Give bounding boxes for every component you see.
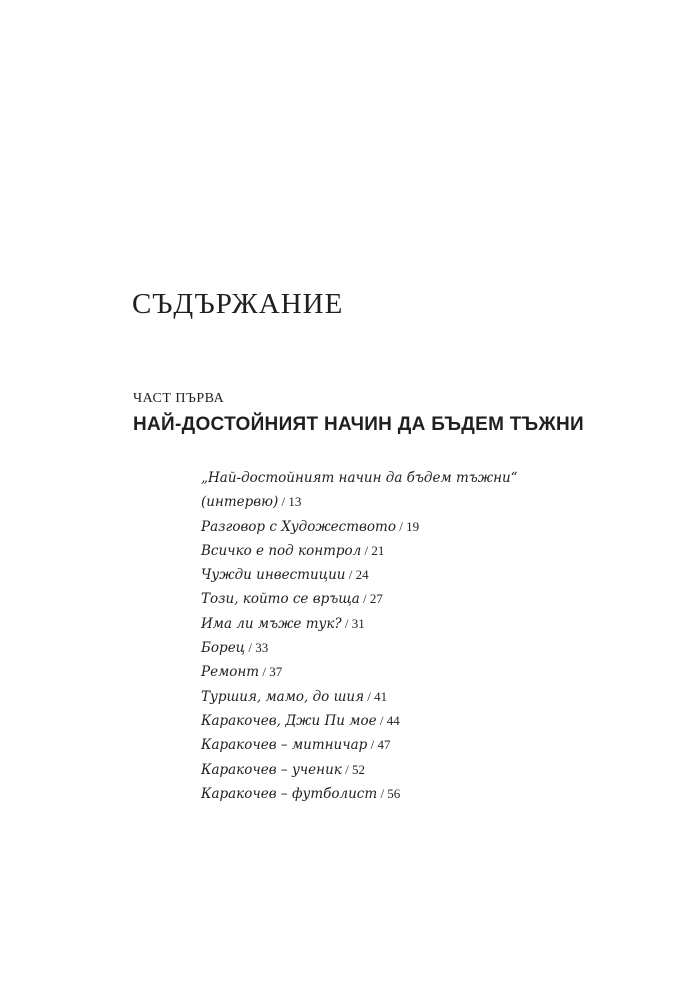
toc-entry — [201, 636, 518, 660]
toc-entry — [201, 733, 518, 757]
toc-entry-title: Разговор с Художеството — [201, 518, 396, 535]
toc-entry — [201, 685, 518, 709]
toc-entry-page: / 33 — [245, 640, 269, 656]
toc-entry-page: / 31 — [341, 615, 365, 631]
toc-entry-title: Ремонт — [201, 664, 260, 681]
toc-entry-page: / 47 — [367, 737, 391, 753]
toc-entry — [201, 758, 518, 782]
table-of-contents — [201, 466, 518, 806]
page-title: СЪДЪРЖАНИЕ — [132, 288, 344, 320]
toc-entry-title: (интервю) — [201, 494, 279, 511]
toc-entry-page: / 37 — [259, 664, 283, 680]
toc-entry-page: / 56 — [377, 785, 401, 801]
toc-entry-page: / 21 — [361, 542, 385, 558]
toc-entry-page: / 41 — [364, 688, 388, 704]
toc-entry-title: Каракочев – ученик — [201, 761, 342, 778]
toc-entry-title: Каракочев – митничар — [201, 737, 368, 754]
toc-entry — [201, 563, 518, 587]
toc-entry-title: Този, който се връща — [201, 591, 360, 608]
toc-entry-title: Има ли мъже тук? — [201, 615, 342, 632]
toc-entry-page: / 19 — [395, 518, 420, 534]
toc-entry-title: Каракочев, Джи Пи мое — [201, 712, 377, 729]
toc-entry — [201, 539, 518, 563]
toc-entry-page: / 24 — [345, 567, 369, 583]
toc-entry — [201, 490, 518, 514]
toc-entry-page: / 44 — [376, 712, 400, 728]
toc-entry-title: „Най-достойният начин да бъдем тъжни“ — [201, 470, 518, 486]
part-title: НАЙ-ДОСТОЙНИЯТ НАЧИН ДА БЪДЕМ ТЪЖНИ — [133, 414, 584, 435]
toc-entry-title: Каракочев – футболист — [201, 785, 378, 802]
toc-entry-title: Борец — [201, 640, 246, 657]
toc-entry — [201, 709, 518, 733]
toc-entry-page: / 13 — [278, 494, 302, 510]
toc-entry-page: / 27 — [359, 591, 383, 607]
toc-entry — [201, 612, 518, 636]
toc-entry — [201, 466, 518, 490]
toc-entry — [201, 587, 518, 611]
toc-entry-title: Чужди инвестиции — [201, 567, 346, 584]
toc-entry-title: Туршия, мамо, до шия — [201, 688, 365, 705]
part-label: ЧАСТ ПЪРВА — [133, 391, 225, 406]
toc-entry-title: Всичко е под контрол — [201, 542, 362, 559]
toc-entry — [201, 515, 518, 539]
toc-entry-page: / 52 — [341, 761, 365, 777]
toc-entry — [201, 660, 518, 684]
toc-entry — [201, 782, 518, 806]
